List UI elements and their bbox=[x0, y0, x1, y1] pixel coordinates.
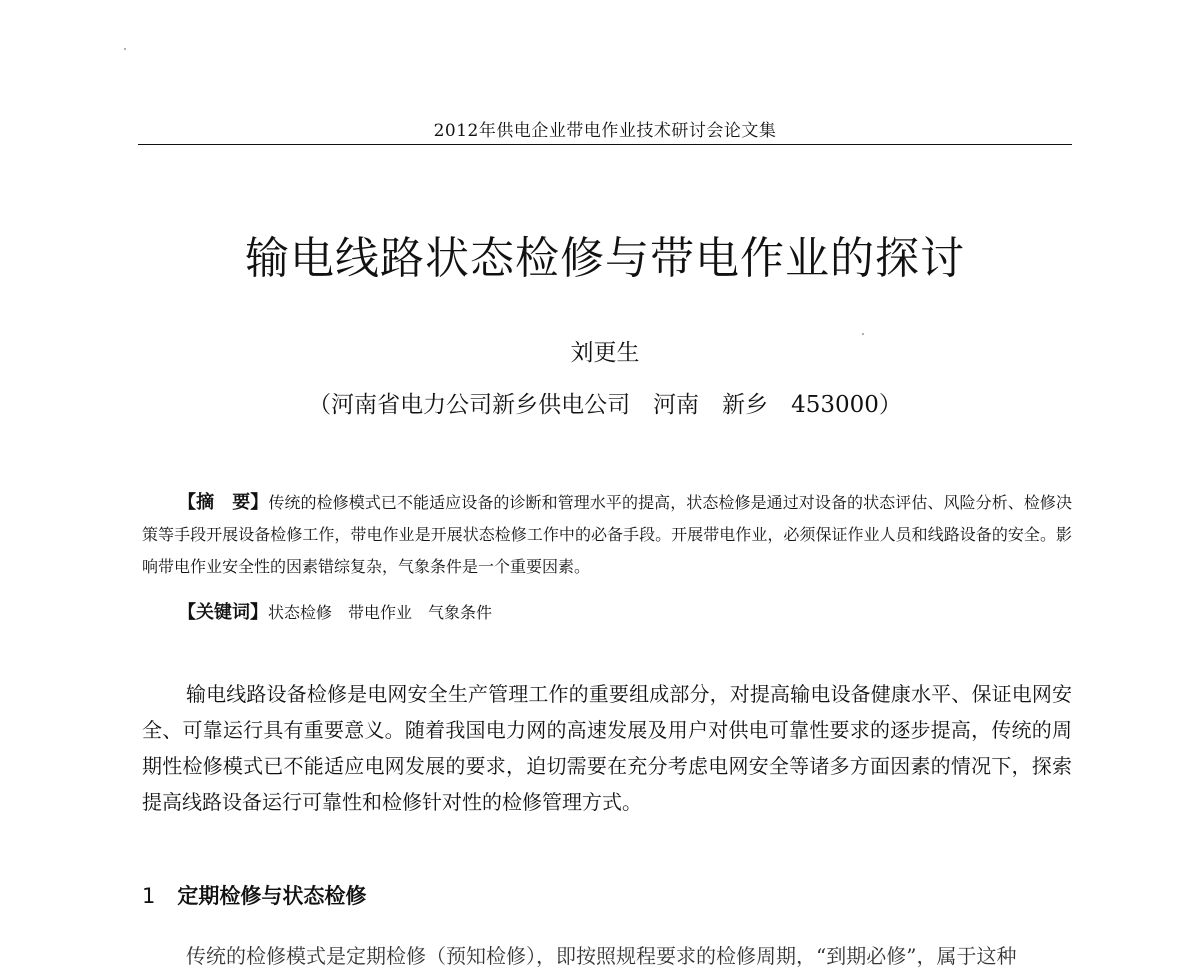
section-heading-1 bbox=[142, 880, 366, 910]
abstract-label: 【摘 要】 bbox=[178, 492, 269, 513]
body-paragraph: 输电线路设备检修是电网安全生产管理工作的重要组成部分，对提高输电设备健康水平、保证电网安全、可靠运行具有重要意义。随着我国电力网的高速发展及用户对供电可靠性要求的逐步提高，传统的周期性检修模式已不能适应电网发展的要求，迫切需要在充分考虑电网安全等诸多方面因素的情况下，探索提高线路设备运行可靠性和检修针对性的检修管理方式。 bbox=[142, 682, 1072, 814]
author-name: 刘更生 bbox=[570, 340, 640, 366]
abstract bbox=[142, 487, 1072, 583]
section-title: 定期检修与状态检修 bbox=[177, 884, 367, 908]
scan-speck bbox=[862, 333, 864, 335]
section-number: 1 bbox=[142, 884, 156, 908]
keywords-text: 状态检修 带电作业 气象条件 bbox=[268, 603, 493, 622]
running-header: 2012年供电企业带电作业技术研讨会论文集 bbox=[433, 121, 777, 141]
abstract-text: 传统的检修模式已不能适应设备的诊断和管理水平的提高，状态检修是通过对设备的状态评估、风险分析、检修决策等手段开展设备检修工作，带电作业是开展状态检修工作中的必备手段。开展带电作业，必须保证作业人员和线路设备的安全。影响带电作业安全性的因素错综复杂，气象条件是一个重要因素。 bbox=[142, 493, 1072, 576]
paper-title: 输电线路状态检修与带电作业的探讨 bbox=[245, 233, 965, 284]
keywords bbox=[178, 598, 492, 624]
cut-off-paragraph-line: 传统的检修模式是定期检修（预知检修），即按照规程要求的检修周期，“到期必修”，属于这种 bbox=[186, 944, 1017, 968]
keywords-label: 【关键词】 bbox=[178, 602, 268, 623]
header-rule bbox=[138, 144, 1072, 145]
scan-speck bbox=[124, 48, 126, 50]
author-affiliation: （河南省电力公司新乡供电公司 河南 新乡 453000） bbox=[308, 392, 902, 418]
